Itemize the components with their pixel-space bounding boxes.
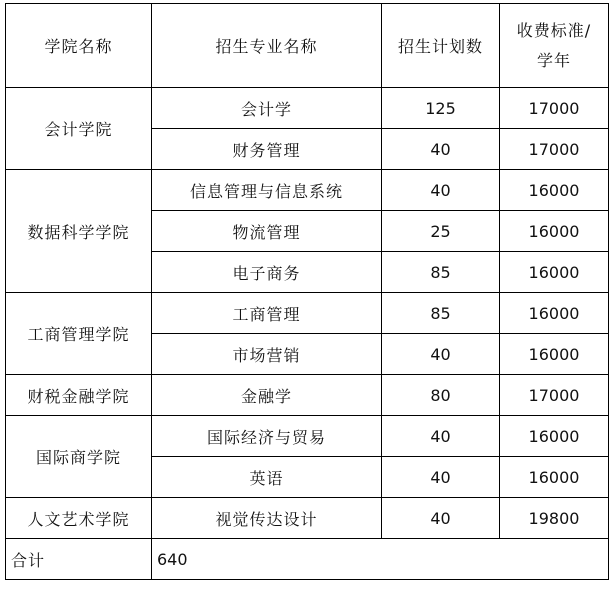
header-row xyxy=(6,4,609,88)
college-cell: 工商管理学院 xyxy=(6,293,152,375)
total-label: 合计 xyxy=(6,539,152,580)
header-major: 招生专业名称 xyxy=(152,4,382,88)
major-cell: 电子商务 xyxy=(152,252,382,293)
fee-cell: 16000 xyxy=(500,416,609,457)
major-cell: 物流管理 xyxy=(152,211,382,252)
plan-cell: 40 xyxy=(382,416,500,457)
fee-cell: 16000 xyxy=(500,293,609,334)
table-row xyxy=(6,293,609,334)
major-cell: 视觉传达设计 xyxy=(152,498,382,539)
major-cell: 英语 xyxy=(152,457,382,498)
header-college: 学院名称 xyxy=(6,4,152,88)
fee-cell: 16000 xyxy=(500,457,609,498)
header-fee-line2: 学年 xyxy=(536,50,571,70)
enrollment-table xyxy=(5,3,609,580)
fee-cell: 17000 xyxy=(500,129,609,170)
college-cell: 数据科学学院 xyxy=(6,170,152,293)
college-cell: 财税金融学院 xyxy=(6,375,152,416)
table-row xyxy=(6,416,609,457)
header-fee-line1: 收费标准/ xyxy=(516,20,592,40)
fee-cell: 16000 xyxy=(500,170,609,211)
fee-cell: 17000 xyxy=(500,375,609,416)
fee-cell: 17000 xyxy=(500,88,609,129)
table-row xyxy=(6,498,609,539)
major-cell: 信息管理与信息系统 xyxy=(152,170,382,211)
plan-cell: 40 xyxy=(382,170,500,211)
major-cell: 金融学 xyxy=(152,375,382,416)
header-plan: 招生计划数 xyxy=(382,4,500,88)
fee-cell: 19800 xyxy=(500,498,609,539)
plan-cell: 125 xyxy=(382,88,500,129)
table-row xyxy=(6,88,609,129)
major-cell: 国际经济与贸易 xyxy=(152,416,382,457)
fee-cell: 16000 xyxy=(500,211,609,252)
plan-cell: 80 xyxy=(382,375,500,416)
table-row xyxy=(6,375,609,416)
table-row xyxy=(6,170,609,211)
plan-cell: 85 xyxy=(382,252,500,293)
major-cell: 会计学 xyxy=(152,88,382,129)
plan-cell: 85 xyxy=(382,293,500,334)
plan-cell: 25 xyxy=(382,211,500,252)
fee-cell: 16000 xyxy=(500,334,609,375)
college-cell: 会计学院 xyxy=(6,88,152,170)
major-cell: 市场营销 xyxy=(152,334,382,375)
college-cell: 国际商学院 xyxy=(6,416,152,498)
table-body xyxy=(6,4,609,580)
major-cell: 工商管理 xyxy=(152,293,382,334)
plan-cell: 40 xyxy=(382,498,500,539)
plan-cell: 40 xyxy=(382,457,500,498)
total-row xyxy=(6,539,609,580)
fee-cell: 16000 xyxy=(500,252,609,293)
college-cell: 人文艺术学院 xyxy=(6,498,152,539)
header-fee xyxy=(500,4,609,88)
major-cell: 财务管理 xyxy=(152,129,382,170)
plan-cell: 40 xyxy=(382,129,500,170)
plan-cell: 40 xyxy=(382,334,500,375)
total-value: 640 xyxy=(152,539,609,580)
